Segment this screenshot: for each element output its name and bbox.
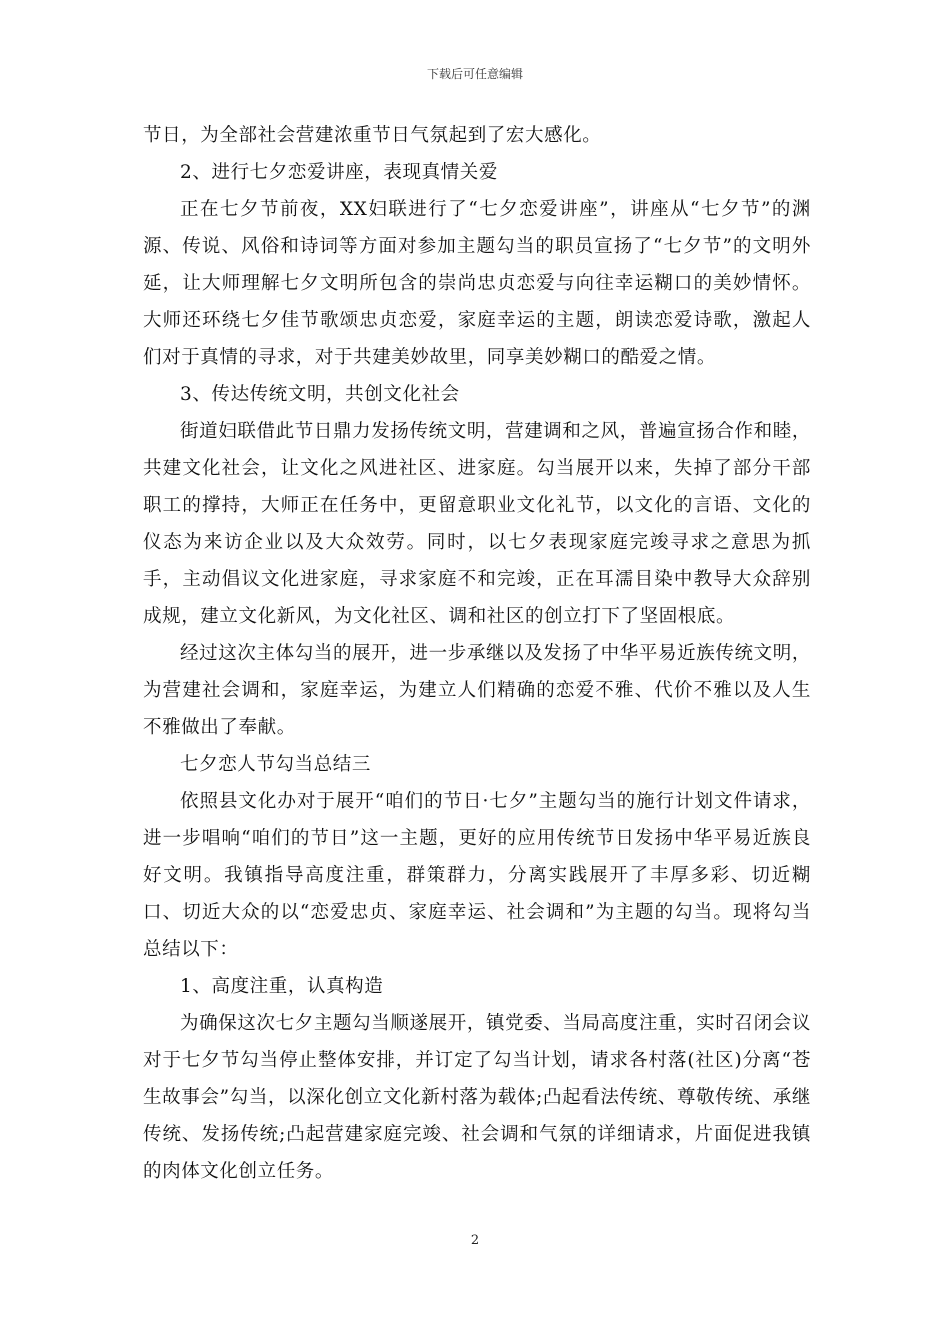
section-heading-2: 2、进行七夕恋爱讲座，表现真情关爱 (180, 162, 498, 183)
paragraph-7: 依照县文化办对于展开“咱们的节日·七夕”主题勾当的施行计划文件请求，进一步唱响“咱们的节日”这一主题，更好的应用传统节日发扬中华平易近族良好文明。我镇指导高度注重，群策群力，分离实践展开了丰厚多彩、切近糊口、切近大众的以“恋爱忠贞、家庭幸运、社会调和”为主题的勾当。现将勾当总结以下： (143, 791, 811, 960)
paragraph-4: 街道妇联借此节日鼎力发扬传统文明，营建调和之风，普遍宣扬合作和睦，共建文化社会，让文化之风进社区、进家庭。勾当展开以来，失掉了部分干部职工的撑持，大师正在任务中，更留意职业文化礼节，以文化的言语、文化的仪态为来访企业以及大众效劳。同时，以七夕表现家庭完竣寻求之意思为抓手，主动倡议文化进家庭，寻求家庭不和完竣，正在耳濡目染中教导大众辞别成规，建立文化新风，为文化社区、调和社区的创立打下了坚固根底。 (143, 421, 811, 627)
section-heading-3: 3、传达传统文明，共创文化社会 (180, 384, 460, 405)
paragraph-9: 为确保这次七夕主题勾当顺遂展开，镇党委、当局高度注重，实时召闭会议对于七夕节勾当停止整体安排，并订定了勾当计划，请求各村落(社区)分离“苍生故事会”勾当，以深化创立文化新村落为载体;凸起看法传统、尊敬传统、承继传统、发扬传统;凸起营建家庭完竣、社会调和气氛的详细请求，片面促进我镇的肉体文化创立任务。 (143, 1013, 811, 1182)
section-heading-1: 1、高度注重，认真构造 (180, 976, 384, 997)
section-title-summary-three: 七夕恋人节勾当总结三 (180, 754, 372, 775)
page-number: 2 (470, 1233, 480, 1248)
paragraph-2: 正在七夕节前夜，XX妇联进行了“七夕恋爱讲座”，讲座从“七夕节”的渊源、传说、风俗和诗词等方面对参加主题勾当的职员宣扬了“七夕节”的文明外延，让大师理解七夕文明所包含的崇尚忠贞恋爱与向往幸运糊口的美妙情怀。大师还环绕七夕佳节歌颂忠贞恋爱，家庭幸运的主题，朗读恋爱诗歌，激起人们对于真情的寻求，对于共建美妙故里，同享美妙糊口的酷爱之情。 (143, 199, 811, 368)
paragraph-5: 经过这次主体勾当的展开，进一步承继以及发扬了中华平易近族传统文明，为营建社会调和，家庭幸运，为建立人们精确的恋爱不雅、代价不雅以及人生不雅做出了奉献。 (143, 643, 811, 738)
page-header: 下载后可任意编辑 (426, 67, 523, 81)
paragraph-0: 节日，为全部社会营建浓重节日气氛起到了宏大感化。 (143, 125, 602, 146)
document-body (143, 117, 811, 1190)
